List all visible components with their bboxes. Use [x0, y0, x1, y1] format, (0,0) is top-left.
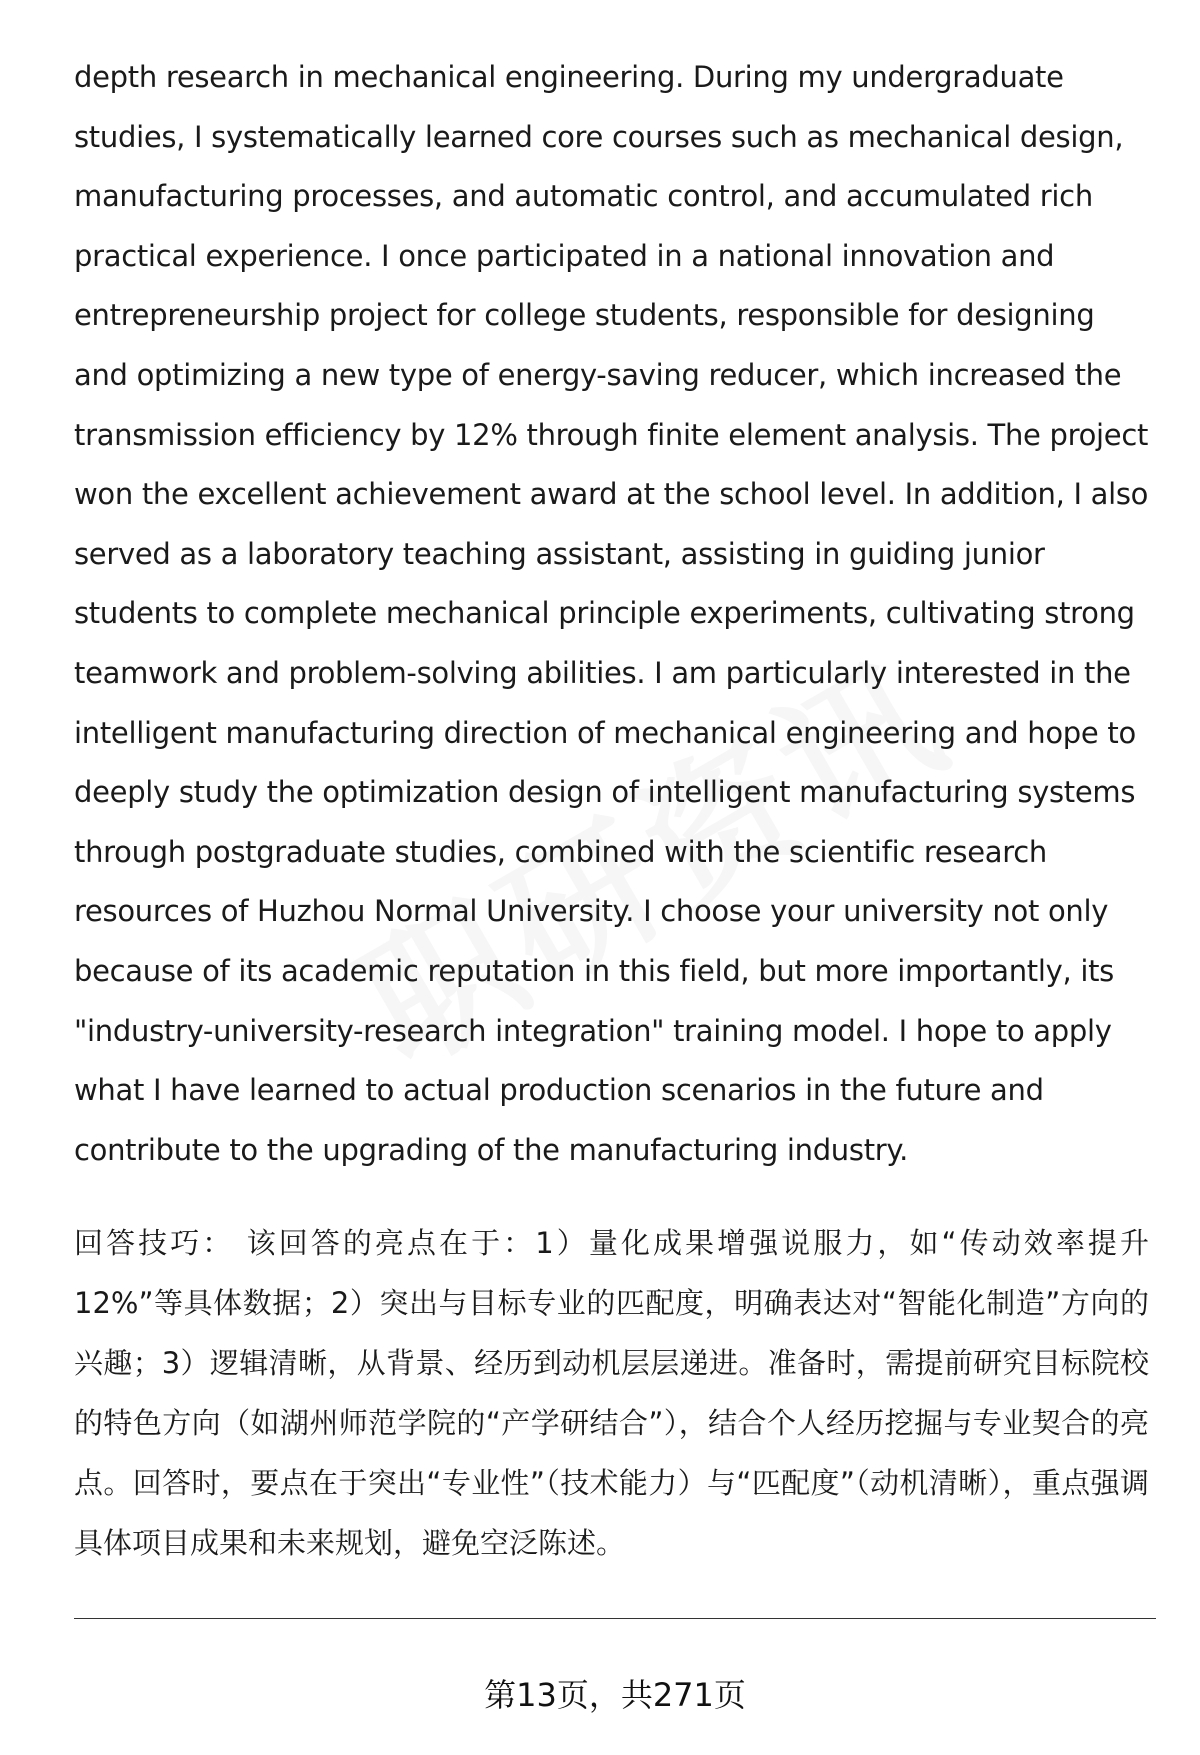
- answer-tips-paragraph: 回答技巧： 该回答的亮点在于：1）量化成果增强说服力，如“传动效率提升12%”等具体数据；2）突出与目标专业的匹配度，明确表达对“智能化制造”方向的兴趣；3）逻辑清晰，从背景、经历到动机层层递进。准备时，需提前研究目标院校的特色方向（如湖州师范学院的“产学研结合”），结合个人经历挖掘与专业契合的亮点。回答时，要点在于突出“专业性”（技术能力）与“匹配度”（动机清晰），重点强调具体项目成果和未来规划，避免空泛陈述。: [74, 1226, 1149, 1560]
- answer-paragraph: depth research in mechanical engineering. During my undergraduate studies, I systematically learned core courses such as mechanical design, manufacturing processes, and automatic control, and accumulated rich practical experience. I once participated in a national innovation and entrepreneurship project for college students, responsible for designing and optimizing a new type of energy-saving reducer, which increased the transmission efficiency by 12% through finite element analysis. The project won the excellent achievement award at the school level. In addition, I also served as a laboratory teaching assistant, assisting in guiding junior students to complete mechanical principle experiments, cultivating strong teamwork and problem-solving abilities. I am particularly interested in the intelligent manufacturing direction of mechanical engineering and hope to deeply study the optimization design of intelligent manufacturing systems through postgraduate studies, combined with the scientific research resources of Huzhou Normal University. I choose your university not only because of its academic reputation in this field, but more importantly, its "industry-university-research integration" training model. I hope to apply what I have learned to actual production scenarios in the future and contribute to the upgrading of the manufacturing industry.: [74, 60, 1149, 1167]
- page-number: 第13页，共271页: [484, 1676, 746, 1714]
- footer-divider: [74, 1618, 1156, 1619]
